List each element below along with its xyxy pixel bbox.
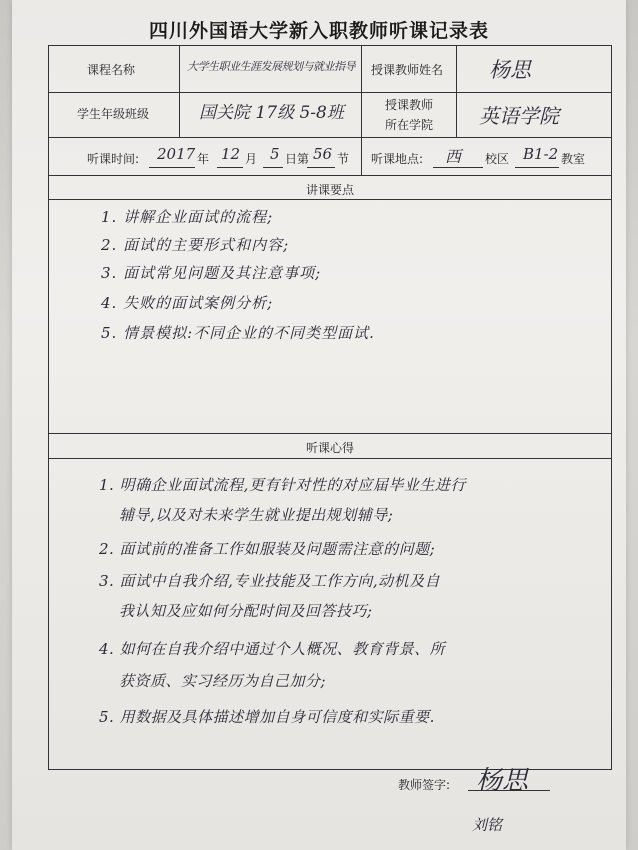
form-title: 四川外国语大学新入职教师听课记录表 (148, 20, 489, 42)
teacher-name-value: 杨思 (489, 58, 531, 82)
period-unit: 节 (337, 152, 350, 166)
gain-line-6: 4. 如何在自我介绍中通过个人概况、教育背景、所 (99, 640, 446, 658)
month-unit: 月 (245, 152, 258, 166)
gain-line-7: 获资质、实习经历为自己加分; (119, 672, 327, 690)
gains-heading: 听课心得 (305, 441, 354, 455)
course-name-label: 课程名称 (87, 63, 136, 77)
campus-value: 西 (445, 147, 462, 166)
key-point-5: 5. 情景模拟:不同企业的不同类型面试. (101, 324, 375, 342)
class-label: 学生年级班级 (77, 107, 150, 121)
record-form-table (48, 45, 612, 770)
month-value: 12 (221, 145, 241, 163)
room-unit: 教室 (561, 152, 586, 166)
key-point-1: 1. 讲解企业面试的流程; (101, 208, 274, 226)
key-point-4: 4. 失败的面试案例分析; (101, 294, 274, 312)
gain-line-4: 3. 面试中自我介绍,专业技能及工作方向,动机及自 (99, 572, 441, 590)
day-unit: 日第 (285, 152, 310, 166)
day-value: 5 (270, 145, 280, 163)
signature-label: 教师签字: (398, 778, 451, 792)
period-value: 56 (313, 145, 333, 163)
course-name-value: 大学生职业生涯发展规划与就业指导 (187, 60, 355, 73)
teacher-signature: 杨思 (476, 766, 529, 796)
teacher-name-label: 授课教师姓名 (371, 63, 444, 77)
campus-unit: 校区 (485, 152, 510, 166)
gain-line-3: 2. 面试前的准备工作如服装及问题需注意的问题; (99, 540, 436, 558)
key-point-2: 2. 面试的主要形式和内容; (101, 236, 290, 254)
college-value: 英语学院 (479, 104, 559, 128)
gain-line-1: 1. 明确企业面试流程,更有针对性的对应届毕业生进行 (99, 476, 466, 494)
key-points-heading: 讲课要点 (305, 183, 354, 197)
class-value: 国关院 17级 5-8班 (199, 103, 344, 123)
gain-line-8: 5. 用数据及具体描述增加自身可信度和实际重要. (99, 708, 435, 726)
place-label: 听课地点: (371, 152, 424, 166)
gain-line-5: 我认知及应如何分配时间及回答技巧; (119, 602, 373, 620)
record-sheet (12, 0, 626, 850)
room-value: B1-2 (523, 145, 559, 163)
college-label-line1: 授课教师 (385, 98, 434, 112)
year-unit: 年 (197, 152, 210, 166)
year-value: 2017 (157, 145, 196, 163)
secondary-signature: 刘铭 (472, 816, 503, 834)
key-point-3: 3. 面试常见问题及其注意事项; (101, 264, 322, 282)
time-label: 听课时间: (87, 152, 140, 166)
gain-line-2: 辅导,以及对未来学生就业提出规划辅导; (119, 506, 394, 524)
college-label-line2: 所在学院 (385, 118, 434, 132)
